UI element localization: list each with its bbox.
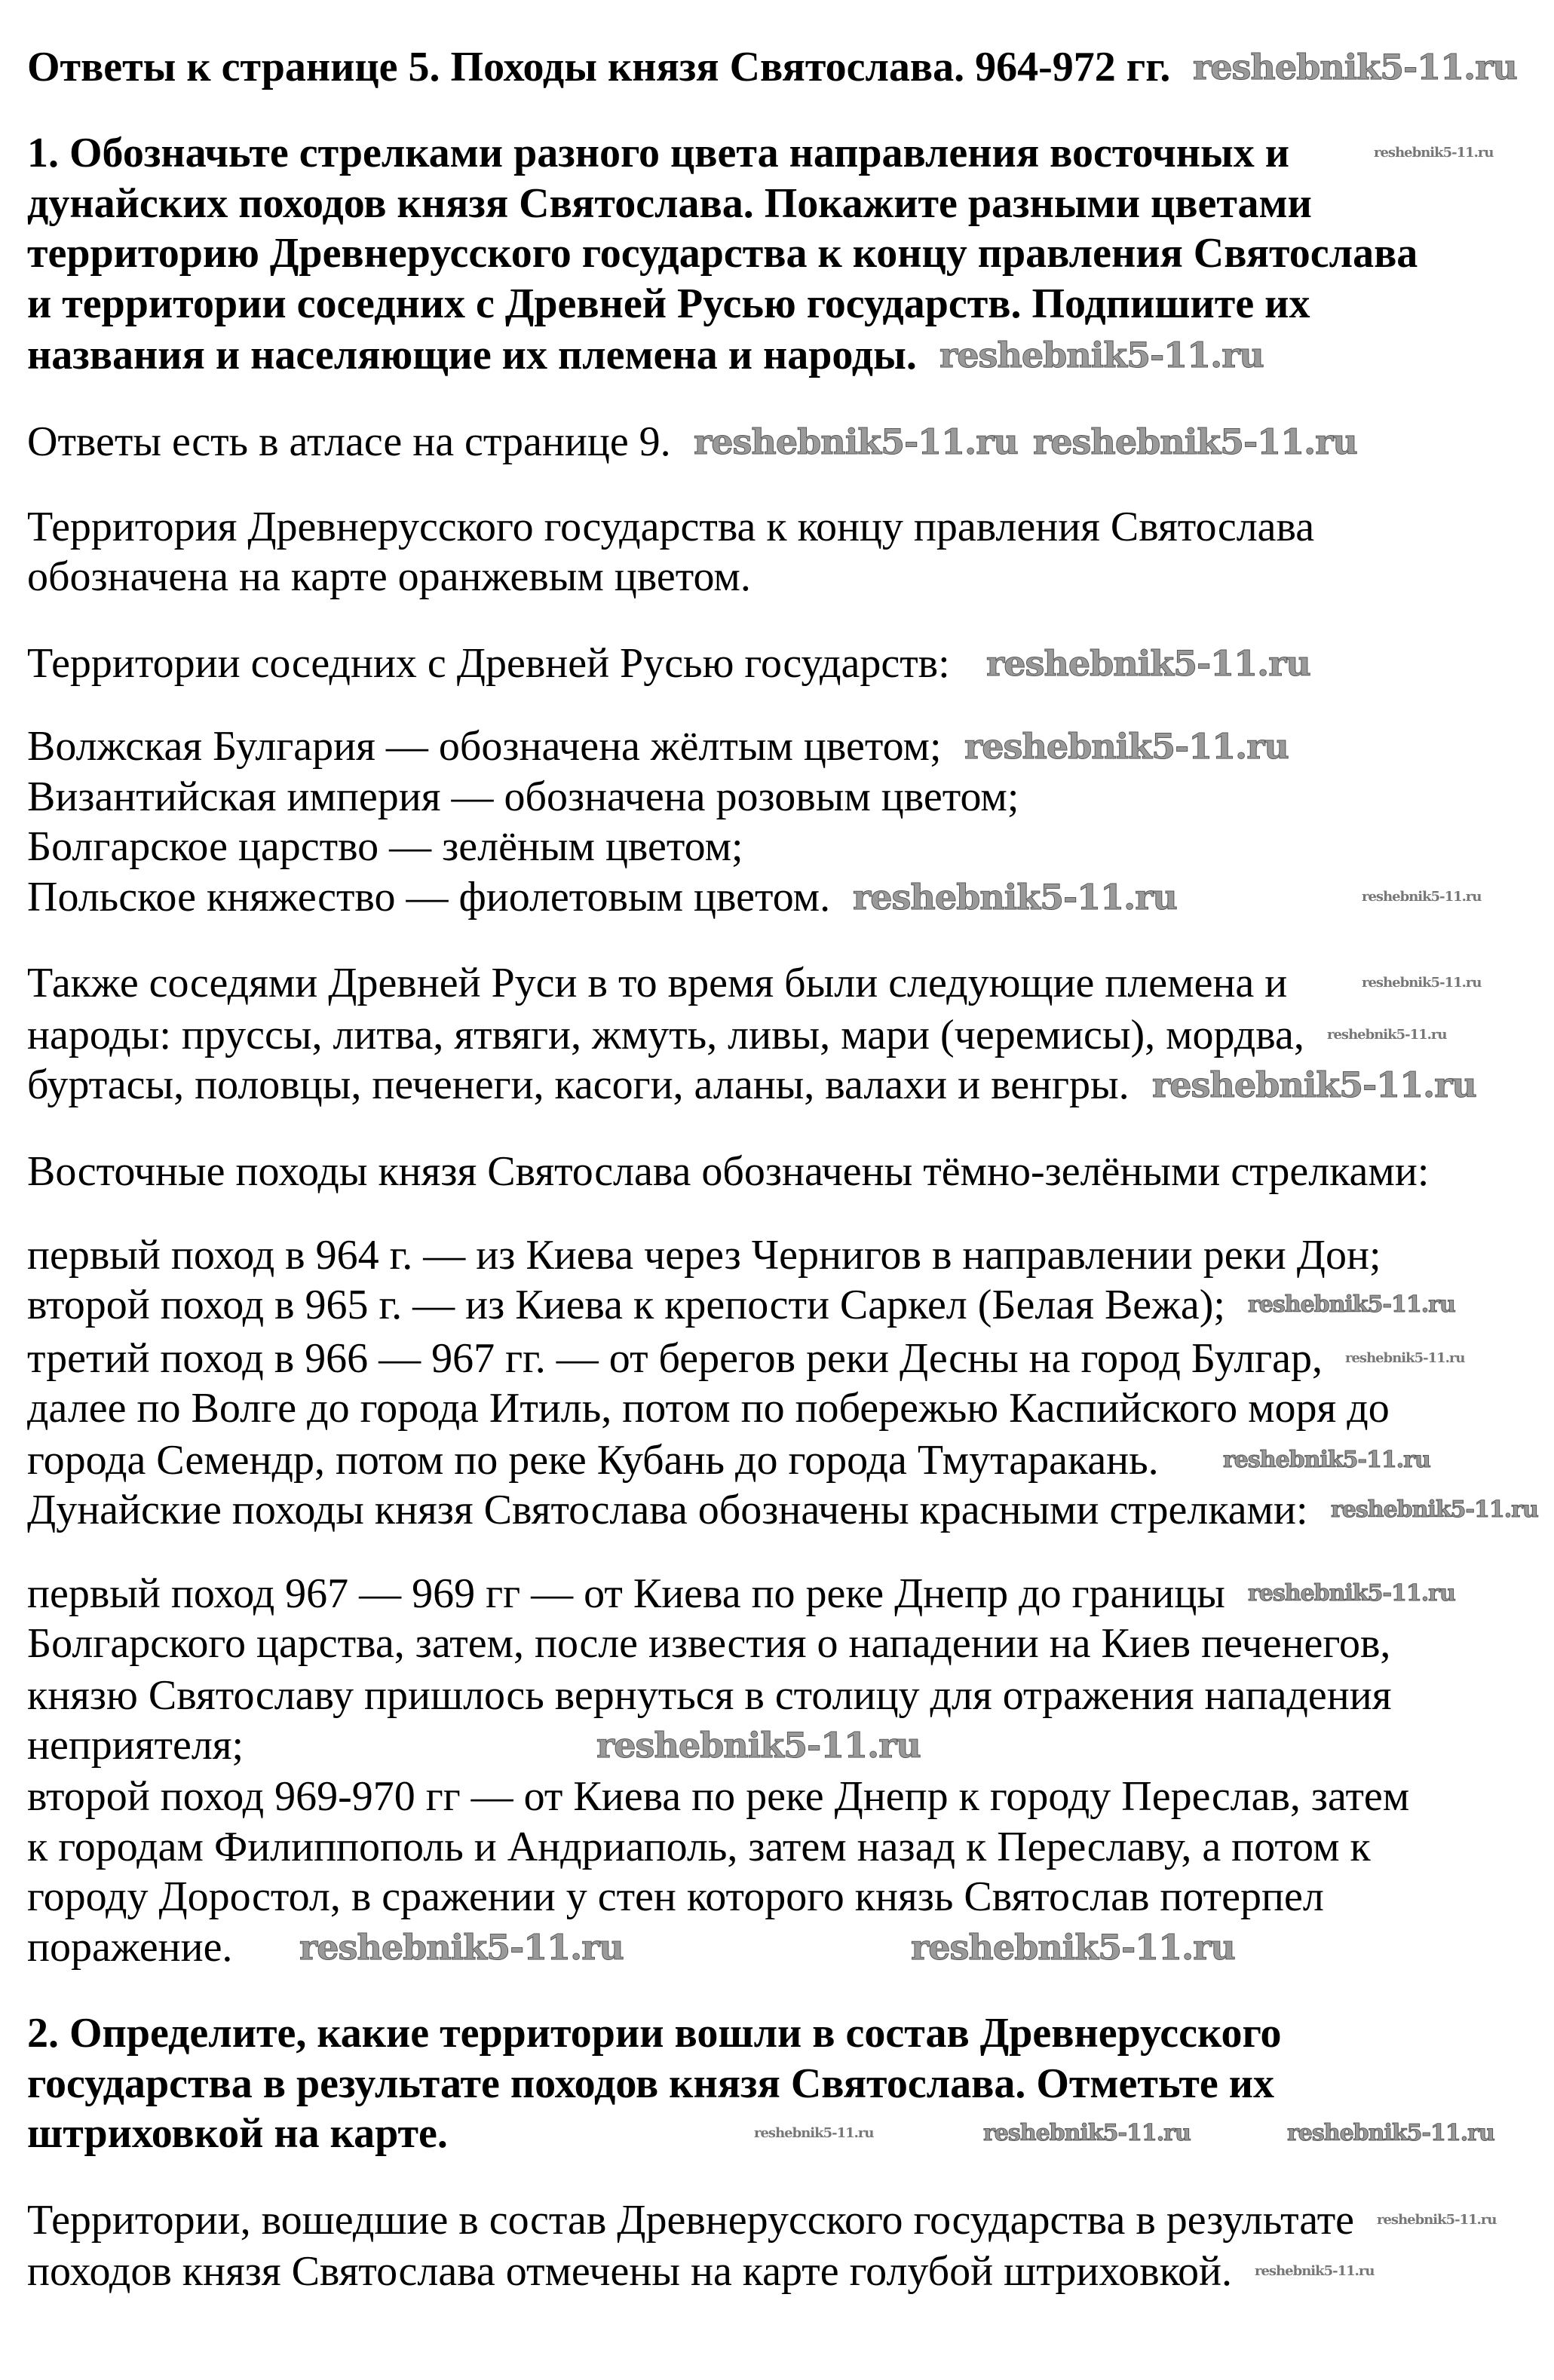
watermark-text: reshebnik5-11.ru [911, 1927, 1235, 1968]
answer-text-line: Территория Древнерусского государства к концу правления Святослава [27, 504, 1315, 550]
watermark-text: reshebnik5-11.ru [1374, 145, 1494, 161]
question-text-line: 1. Обозначьте стрелками разного цвета направления восточных и [27, 130, 1289, 176]
watermark-text: reshebnik5-11.ru [1223, 1447, 1430, 1473]
answer-text-line: Ответы есть в атласе на странице 9. [27, 418, 671, 465]
watermark-text: reshebnik5-11.ru [964, 726, 1289, 767]
answer-text-line: неприятеля; [27, 1722, 244, 1769]
watermark-text: reshebnik5-11.ru [983, 2120, 1191, 2146]
answer-text-line: буртасы, половцы, печенеги, касоги, аланы, валахи и венгры. [27, 1061, 1129, 1108]
watermark-text: reshebnik5-11.ru [1152, 1064, 1476, 1105]
answer-text-line: второй поход в 965 г. — из Киева к крепости Саркел (Белая Вежа); [27, 1282, 1225, 1328]
answer-text-line: Восточные походы князя Святослава обозначены тёмно-зелёными стрелками: [27, 1148, 1430, 1195]
answer-text-line: поражение. [27, 1924, 233, 1971]
question-text-line: штриховкой на карте. [27, 2110, 448, 2157]
watermark-text: reshebnik5-11.ru [986, 643, 1310, 684]
watermark-text: reshebnik5-11.ru [1362, 889, 1482, 905]
watermark-text: reshebnik5-11.ru [1327, 1027, 1447, 1043]
answer-text-line: Волжская Булгария — обозначена жёлтым цветом; [27, 723, 942, 770]
watermark-text: reshebnik5-11.ru [1287, 2120, 1494, 2146]
answer-text-line: Дунайские походы князя Святослава обозначены красными стрелками: [27, 1487, 1308, 1533]
question-text-line: названия и населяющие их племена и народы. [27, 332, 917, 378]
watermark-text: reshebnik5-11.ru [939, 335, 1264, 375]
answer-text-line: первый поход в 964 г. — из Киева через Чернигов в направлении реки Дон; [27, 1232, 1381, 1279]
watermark-text: reshebnik5-11.ru [1255, 2263, 1375, 2279]
watermark-text: reshebnik5-11.ru [1345, 1350, 1465, 1366]
answer-text-line: Болгарское царство — зелёным цветом; [27, 823, 743, 870]
watermark-text: reshebnik5-11.ru [1362, 975, 1482, 991]
answer-text-line: города Семендр, потом по реке Кубань до города Тмутаракань. [27, 1437, 1159, 1484]
answer-text-line: князю Святославу пришлось вернуться в столицу для отражения нападения [27, 1672, 1392, 1719]
answer-text-line: городу Доростол, в сражении у стен которого князь Святослав потерпел [27, 1873, 1324, 1920]
answer-text-line: походов князя Святослава отмечены на карте голубой штриховкой. [27, 2248, 1232, 2295]
page-title: Ответы к странице 5. Походы князя Святослава. 964-972 гг. [27, 44, 1171, 90]
question-text-line: государства в результате походов князя Святослава. Отметьте их [27, 2060, 1275, 2107]
watermark-text: reshebnik5-11.ru [754, 2125, 874, 2141]
answer-text-line: Византийская империя — обозначена розовым цветом; [27, 773, 1019, 820]
answer-text-line: Польское княжество — фиолетовым цветом. [27, 874, 831, 920]
answer-text-line: первый поход 967 — 969 гг — от Киева по реке Днепр до границы [27, 1570, 1225, 1617]
watermark-text: reshebnik5-11.ru [694, 421, 1018, 462]
answer-text-line: Также соседями Древней Руси в то время были следующие племена и [27, 960, 1288, 1006]
answer-text-line: обозначена на карте оранжевым цветом. [27, 553, 751, 600]
watermark-text: reshebnik5-11.ru [1331, 1496, 1538, 1523]
answer-text-line: Территории, вошедшие в состав Древнерусского государства в результате [27, 2197, 1355, 2244]
answer-text-line: Территории соседних с Древней Русью государств: [27, 640, 950, 687]
watermark-text: reshebnik5-11.ru [1377, 2212, 1497, 2228]
watermark-text: reshebnik5-11.ru [1248, 1580, 1455, 1607]
answer-text-line: третий поход в 966 — 967 гг. — от берегов реки Десны на город Булгар, [27, 1335, 1323, 1382]
watermark-text: reshebnik5-11.ru [1248, 1291, 1455, 1318]
watermark-text: reshebnik5-11.ru [299, 1927, 624, 1968]
answer-text-line: Болгарского царства, затем, после известия о нападении на Киев печенегов, [27, 1620, 1391, 1667]
question-text-line: дунайских походов князя Святослава. Покажите разными цветами [27, 180, 1312, 227]
answer-text-line: второй поход 969-970 гг — от Киева по реке Днепр к городу Переслав, затем [27, 1773, 1410, 1820]
question-text-line: 2. Определите, какие территории вошли в состав Древнерусского [27, 2010, 1282, 2057]
answer-text-line: далее по Волге до города Итиль, потом по побережью Каспийского моря до [27, 1385, 1390, 1432]
watermark-text: reshebnik5-11.ru [853, 877, 1177, 917]
watermark-text: reshebnik5-11.ru [596, 1725, 921, 1766]
watermark-text: reshebnik5-11.ru [1193, 47, 1517, 87]
answer-text-line: к городам Филиппополь и Андриаполь, затем назад к Переславу, а потом к [27, 1824, 1371, 1870]
watermark-text: reshebnik5-11.ru [1033, 421, 1357, 462]
question-text-line: территорию Древнерусского государства к концу правления Святослава [27, 230, 1418, 277]
question-text-line: и территории соседних с Древней Русью государств. Подпишите их [27, 280, 1310, 327]
answer-text-line: народы: пруссы, литва, ятвяги, жмуть, ливы, мари (черемисы), мордва, [27, 1012, 1304, 1058]
